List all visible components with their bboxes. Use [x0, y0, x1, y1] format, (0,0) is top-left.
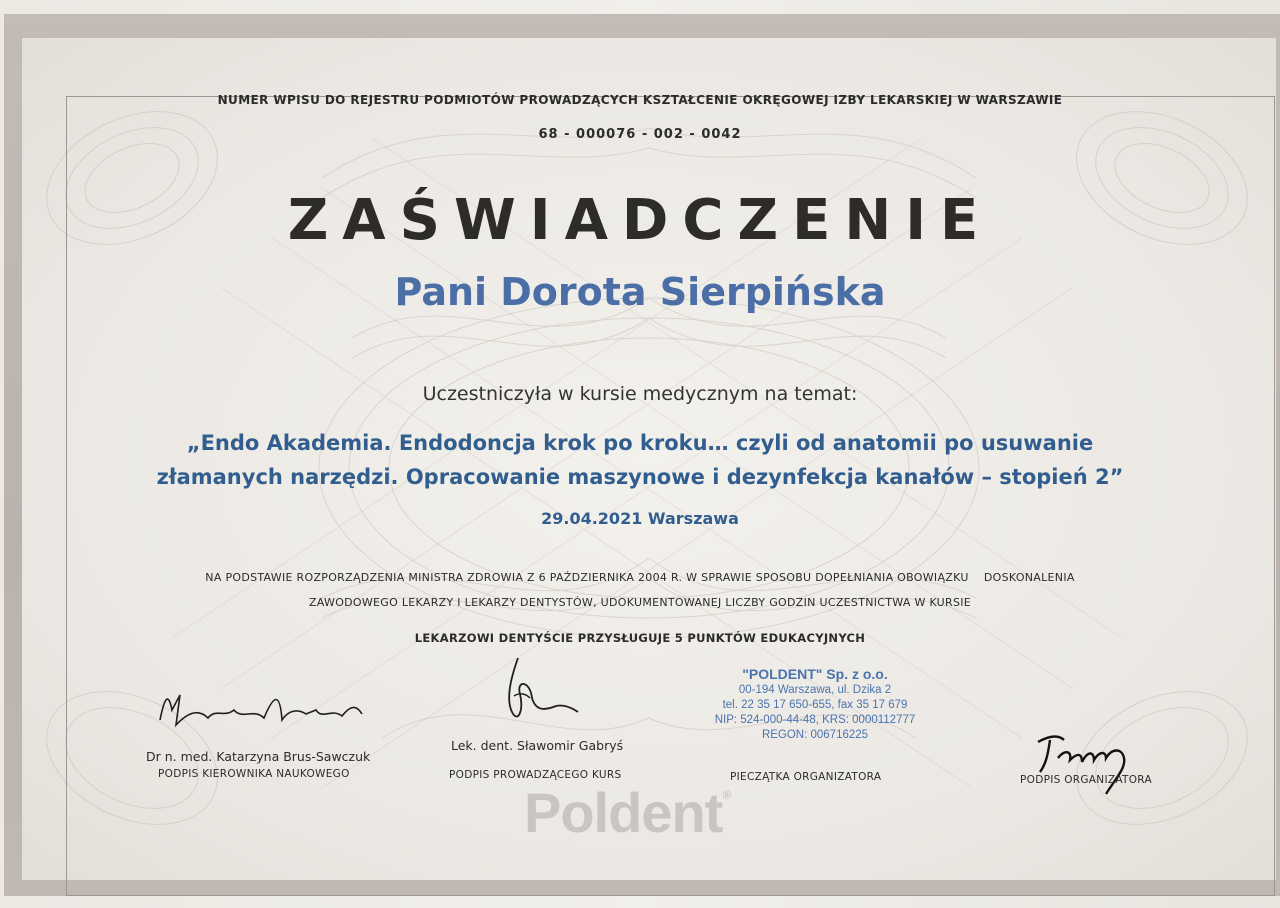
legal-line-2: ZAWODOWEGO LEKARZY I LEKARZY DENTYSTÓW, UDOKUMENTOWANEJ LICZBY GODZIN UCZESTNICTWA W KURSIE — [308, 596, 972, 609]
stamp-company: "POLDENT" Sp. z o.o. — [742, 666, 888, 682]
organizer-stamp — [700, 668, 930, 742]
stamp-nip-krs: NIP: 524-000-44-48, KRS: 0000112777 — [714, 714, 916, 726]
course-title-line-1: „Endo Akademia. Endodoncja krok po kroku… czyli od anatomii po usuwanie — [186, 431, 1094, 455]
registry-line: NUMER WPISU DO REJESTRU PODMIOTÓW PROWADZĄCYCH KSZTAŁCENIE OKRĘGOWEJ IZBY LEKARSKIEJ W WARSZAWIE — [217, 93, 1063, 107]
education-points: LEKARZOWI DENTYŚCIE PRZYSŁUGUJE 5 PUNKTÓW EDUKACYJNYCH — [414, 631, 866, 645]
legal-line-1: NA PODSTAWIE ROZPORZĄDZENIA MINISTRA ZDROWIA Z 6 PAŹDZIERNIKA 2004 R. W SPRAWIE SPOSOBU DOPEŁNIANIA OBOWIĄZKU DOSKONALENIA — [205, 571, 1075, 584]
registered-mark: ® — [722, 788, 731, 802]
stamp-address: 00-194 Warszawa, ul. Dzika 2 — [738, 684, 892, 696]
signature-organizer-handwriting — [1030, 728, 1140, 800]
course-title-line-2: złamanych narzędzi. Opracowanie maszynowe i dezynfekcja kanałów – stopień 2” — [156, 465, 1124, 489]
stamp-caption: PIECZĄTKA ORGANIZATORA — [730, 771, 882, 783]
organizer-caption: PODPIS ORGANIZATORA — [1020, 774, 1152, 786]
course-title — [0, 426, 1280, 494]
course-intro: Uczestniczyła w kursie medycznym na temat: — [422, 383, 858, 405]
registry-number: 68 - 000076 - 002 - 0042 — [538, 127, 742, 142]
stamp-regon: REGON: 006716225 — [761, 729, 869, 741]
date-place: 29.04.2021 Warszawa — [541, 509, 739, 528]
legal-basis — [0, 565, 1280, 615]
poldent-logo-text: Poldent — [524, 781, 723, 844]
recipient-name: Pani Dorota Sierpińska — [394, 270, 886, 314]
lecturer-name: Lek. dent. Sławomir Gabryś — [451, 738, 624, 753]
scientific-head-caption: PODPIS KIEROWNIKA NAUKOWEGO — [158, 768, 350, 780]
scientific-head-name: Dr n. med. Katarzyna Brus-Sawczuk — [146, 749, 371, 764]
signature-scientific-head-handwriting — [150, 680, 370, 740]
poldent-logo — [524, 780, 730, 845]
lecturer-caption: PODPIS PROWADZĄCEGO KURS — [449, 769, 622, 781]
certificate-title: ZAŚWIADCZENIE — [287, 188, 993, 253]
stamp-phone: tel. 22 35 17 650-655, fax 35 17 679 — [722, 699, 908, 711]
signature-lecturer-handwriting — [490, 650, 590, 750]
